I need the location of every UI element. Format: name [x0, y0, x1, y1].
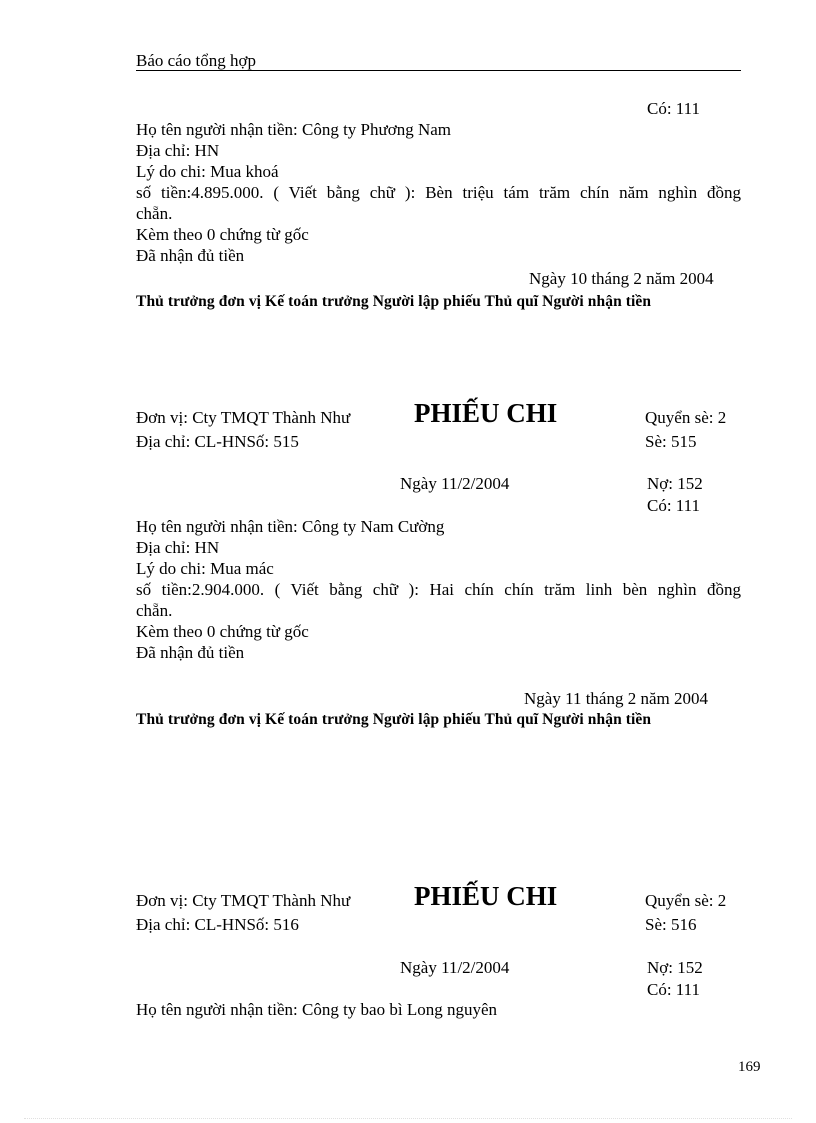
v516-book: Quyển sè: 2 [645, 891, 727, 910]
v515-address-line: Địa chỉ: CL-HNSố: 515 [136, 432, 299, 451]
v516-date-short: Ngày 11/2/2004 [400, 958, 510, 977]
prev-amount-line1: số tiền:4.895.000. ( Viết bằng chữ ): Bèn triệu tám trăm chín năm nghìn đồng [136, 183, 741, 202]
v516-title: PHIẾU CHI [414, 881, 558, 911]
page-header-title: Báo cáo tổng hợp [136, 51, 256, 70]
v515-number: Sè: 515 [645, 432, 697, 451]
v516-unit: Đơn vị: Cty TMQT Thành Như [136, 891, 351, 910]
footer-divider [24, 1118, 792, 1119]
v516-recipient: Họ tên người nhận tiền: Công ty bao bì Long nguyên [136, 1000, 497, 1019]
v516-debit: Nợ: 152 [647, 958, 703, 977]
v515-debit: Nợ: 152 [647, 474, 703, 493]
v516-credit: Có: 111 [647, 980, 701, 999]
v515-recipient: Họ tên người nhận tiền: Công ty Nam Cường [136, 517, 445, 536]
v515-received: Đã nhận đủ tiền [136, 643, 245, 662]
v515-credit: Có: 111 [647, 496, 701, 515]
prev-attachments: Kèm theo 0 chứng từ gốc [136, 225, 309, 244]
v515-amount-line1: số tiền:2.904.000. ( Viết bằng chữ ): Hai chín chín trăm linh bèn nghìn đồng [136, 580, 741, 599]
v515-date-short: Ngày 11/2/2004 [400, 474, 510, 493]
prev-received: Đã nhận đủ tiền [136, 246, 245, 265]
prev-reason: Lý do chi: Mua khoá [136, 162, 279, 181]
v516-number: Sè: 516 [645, 915, 697, 934]
prev-signatures: Thủ trưởng đơn vị Kế toán trưởng Người lập phiếu Thủ quĩ Người nhận tiền [136, 293, 652, 310]
header-divider [136, 70, 741, 71]
v515-address: Địa chỉ: HN [136, 538, 220, 557]
v515-amount-line2: chẵn. [136, 601, 173, 620]
page-number: 169 [738, 1059, 761, 1075]
v515-book: Quyển sè: 2 [645, 408, 727, 427]
v515-body [136, 516, 741, 663]
v515-signatures: Thủ trưởng đơn vị Kế toán trưởng Người lập phiếu Thủ quĩ Người nhận tiền [136, 711, 652, 728]
prev-credit: Có: 111 [647, 99, 701, 118]
v515-unit: Đơn vị: Cty TMQT Thành Như [136, 408, 351, 427]
v515-reason: Lý do chi: Mua mác [136, 559, 274, 578]
v515-title: PHIẾU CHI [414, 398, 558, 428]
prev-recipient: Họ tên người nhận tiền: Công ty Phương Nam [136, 120, 451, 139]
prev-amount-line2: chẵn. [136, 204, 173, 223]
v515-date-full: Ngày 11 tháng 2 năm 2004 [524, 689, 708, 708]
prev-date-full: Ngày 10 tháng 2 năm 2004 [529, 269, 714, 288]
v516-address-line: Địa chỉ: CL-HNSố: 516 [136, 915, 299, 934]
prev-voucher-body [136, 119, 741, 266]
v515-attachments: Kèm theo 0 chứng từ gốc [136, 622, 309, 641]
prev-address: Địa chỉ: HN [136, 141, 220, 160]
